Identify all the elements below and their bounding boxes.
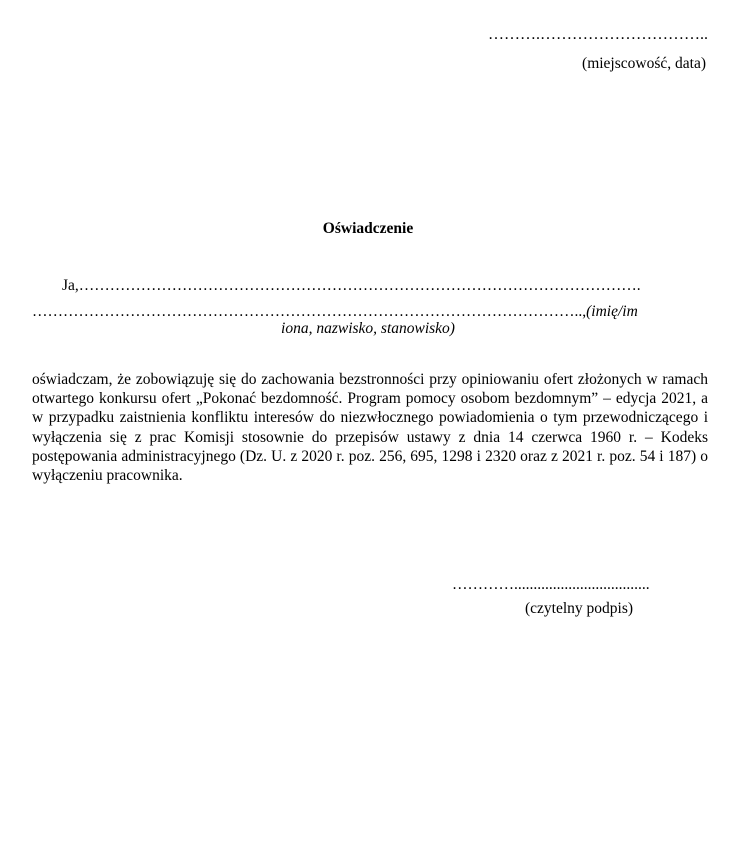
identity-line-2 — [32, 303, 638, 321]
signature-caption: (czytelny podpis) — [525, 600, 634, 617]
document-title: Oświadczenie — [322, 220, 414, 237]
place-date-caption: (miejscowość, data) — [582, 55, 706, 72]
signature-field: …………................................... — [452, 576, 650, 593]
identity-line-2-dots: …………………………………………………………………………………………….., — [32, 303, 587, 320]
identity-label-end: iona, nazwisko, stanowisko) — [281, 320, 455, 337]
place-date-field: ……….………………………….. — [488, 26, 708, 43]
statement-paragraph: oświadczam, że zobowiązuję się do zachowania bezstronności przy opiniowaniu ofert złożonych w ramach otwartego konkursu ofert „Pokonać bezdomność. Program pomocy osobom bezdomnym” – edycja 2021, a w przypadku zaistnienia konfliktu interesów do niezwłocznego powiadomienia o tym przewodniczącego i wyłączenia się z prac Komisji stosownie do przepisów ustawy z dnia 14 czerwca 1960 r. – Kodeks postępowania administracyjnego (Dz. U. z 2020 r. poz. 256, 695, 1298 i 2320 oraz z 2021 r. poz. 54 i 187) o wyłączeniu pracownika. — [32, 371, 708, 485]
identity-line-1: Ja,………………………………………………………………………………………………. — [62, 277, 641, 294]
identity-label-start: (imię/im — [586, 303, 638, 320]
